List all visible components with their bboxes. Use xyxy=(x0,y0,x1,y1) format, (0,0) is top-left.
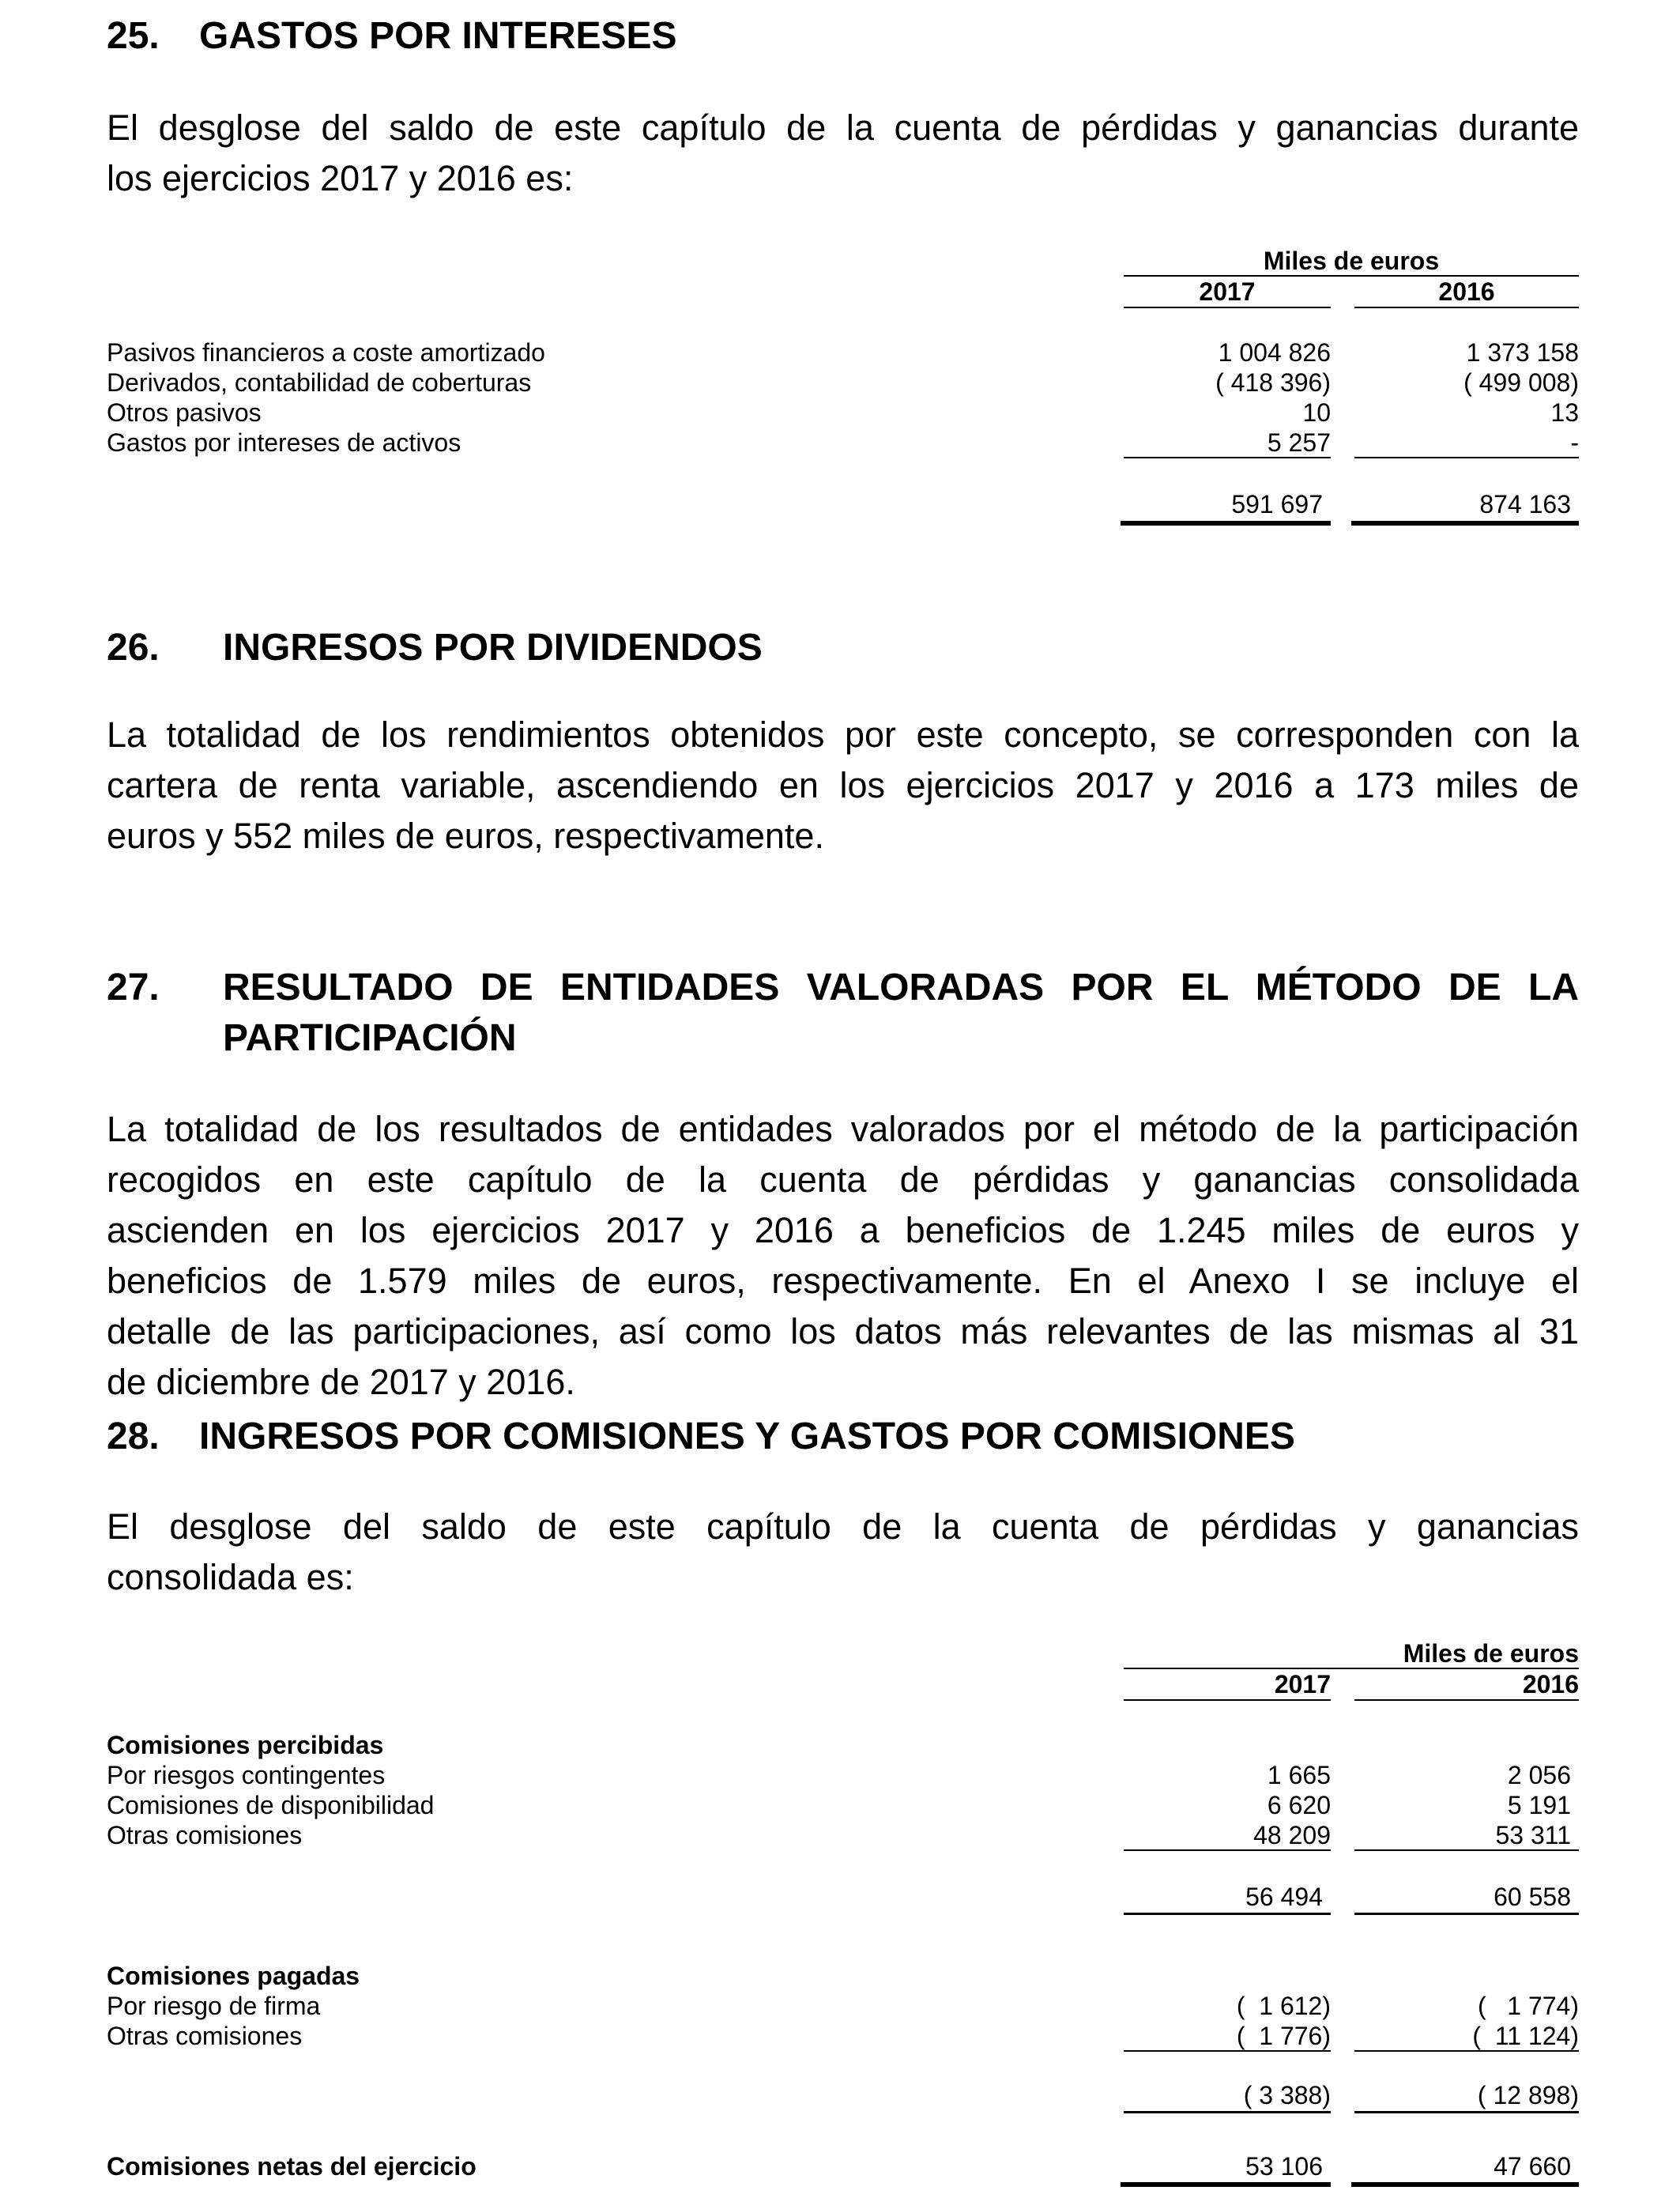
column-header-2016: 2016 xyxy=(1522,1670,1579,1698)
paragraph-line: de diciembre de 2017 y 2016. xyxy=(107,1362,575,1402)
paragraph-line: los ejercicios 2017 y 2016 es: xyxy=(107,158,574,198)
subtotal-2017: ( 3 388) xyxy=(1243,2081,1331,2109)
total-double-rule xyxy=(1121,521,1331,526)
paragraph xyxy=(107,710,1579,861)
subtotal-2016: ( 12 898) xyxy=(1477,2081,1579,2109)
value-2016: ( 1 774) xyxy=(1477,1992,1579,2020)
column-header-2017: 2017 xyxy=(1274,1670,1331,1698)
header-rule xyxy=(1124,307,1331,308)
section-number: 26. xyxy=(107,627,160,669)
unit-header: Miles de euros xyxy=(1263,247,1440,275)
net-2017: 53 106 xyxy=(1245,2152,1323,2181)
total-2017: 591 697 xyxy=(1231,490,1323,518)
net-double-rule xyxy=(1121,2182,1331,2187)
value-2017: 48 209 xyxy=(1253,1821,1331,1849)
value-2017: 1 004 826 xyxy=(1218,338,1331,367)
value-2017: ( 1 776) xyxy=(1236,2022,1331,2050)
value-2016: 2 056 xyxy=(1507,1761,1571,1789)
paragraph-line: ascienden en los ejercicios 2017 y 2016 a beneficios de 1.245 miles de euros y xyxy=(107,1210,1579,1250)
paragraph-line: cartera de renta variable, ascendiendo en los ejercicios 2017 y 2016 a 173 miles de xyxy=(107,765,1579,805)
column-header-2016: 2016 xyxy=(1438,277,1495,306)
header-rule xyxy=(1124,1699,1331,1701)
header-rule xyxy=(1354,1699,1579,1701)
subtotal-rule xyxy=(1354,2111,1579,2113)
sum-rule xyxy=(1124,2050,1331,2052)
row-label: Gastos por intereses de activos xyxy=(107,428,461,457)
paragraph-line: consolidada es: xyxy=(107,1557,354,1597)
group-heading: Comisiones percibidas xyxy=(107,1731,384,1759)
value-2016: 53 311 xyxy=(1495,1821,1571,1849)
value-2016: - xyxy=(1570,428,1579,457)
value-2017: 10 xyxy=(1302,398,1331,427)
row-label: Otras comisiones xyxy=(107,2022,303,2050)
value-2016: 5 191 xyxy=(1507,1791,1571,1819)
paragraph xyxy=(107,1502,1579,1603)
paragraph xyxy=(107,1104,1579,1408)
section-number: 27. xyxy=(107,967,160,1008)
row-label: Derivados, contabilidad de coberturas xyxy=(107,368,532,397)
paragraph-line: El desglose del saldo de este capítulo de la cuenta de pérdidas y ganancias durante xyxy=(107,107,1579,148)
row-label: Pasivos financieros a coste amortizado xyxy=(107,338,545,367)
subtotal-rule xyxy=(1124,1913,1331,1915)
section-title: INGRESOS POR DIVIDENDOS xyxy=(223,627,763,669)
section-number: 28. xyxy=(107,1416,160,1457)
value-2016: 13 xyxy=(1550,398,1579,427)
row-label: Otras comisiones xyxy=(107,1821,303,1849)
subtotal-rule xyxy=(1354,1913,1579,1915)
group-heading: Comisiones pagadas xyxy=(107,1962,360,1990)
sum-rule xyxy=(1124,1849,1331,1851)
row-label: Otros pasivos xyxy=(107,398,262,427)
net-label: Comisiones netas del ejercicio xyxy=(107,2152,477,2181)
paragraph xyxy=(107,103,1579,204)
section-title: RESULTADO DE ENTIDADES VALORADAS POR EL MÉTODO DE LA xyxy=(223,967,1579,1008)
value-2016: ( 11 124) xyxy=(1472,2022,1579,2050)
sum-rule xyxy=(1354,1849,1579,1851)
paragraph-line: El desglose del saldo de este capítulo de la cuenta de pérdidas y ganancias xyxy=(107,1506,1579,1547)
section-number: 25. xyxy=(107,15,160,57)
section-title: GASTOS POR INTERESES xyxy=(199,15,677,57)
paragraph-line: La totalidad de los rendimientos obtenidos por este concepto, se corresponden con la xyxy=(107,714,1579,755)
unit-header: Miles de euros xyxy=(1403,1639,1579,1668)
sum-rule xyxy=(1124,457,1331,458)
paragraph-line: recogidos en este capítulo de la cuenta de pérdidas y ganancias consolidada xyxy=(107,1159,1579,1200)
section-title-continued: PARTICIPACIÓN xyxy=(223,1017,517,1059)
column-header-2017: 2017 xyxy=(1199,277,1256,306)
value-2017: ( 418 396) xyxy=(1215,368,1331,397)
value-2017: 1 665 xyxy=(1267,1761,1331,1789)
row-label: Por riesgos contingentes xyxy=(107,1761,386,1789)
paragraph-line: detalle de las participaciones, así como los datos más relevantes de las mismas al 31 xyxy=(107,1311,1579,1351)
net-2016: 47 660 xyxy=(1494,2152,1571,2181)
subtotal-rule xyxy=(1124,2111,1331,2113)
value-2016: 1 373 158 xyxy=(1466,338,1579,367)
paragraph-line: beneficios de 1.579 miles de euros, respectivamente. En el Anexo I se incluye el xyxy=(107,1261,1579,1301)
section-title: INGRESOS POR COMISIONES Y GASTOS POR COMISIONES xyxy=(199,1416,1295,1457)
value-2016: ( 499 008) xyxy=(1463,368,1579,397)
net-double-rule xyxy=(1351,2182,1579,2187)
total-2016: 874 163 xyxy=(1479,490,1571,518)
subtotal-2017: 56 494 xyxy=(1245,1883,1323,1911)
value-2017: 6 620 xyxy=(1267,1791,1331,1819)
subtotal-2016: 60 558 xyxy=(1494,1883,1571,1911)
row-label: Por riesgo de firma xyxy=(107,1992,321,2020)
header-rule xyxy=(1354,307,1579,308)
paragraph-line: La totalidad de los resultados de entidades valorados por el método de la participación xyxy=(107,1109,1579,1149)
value-2017: 5 257 xyxy=(1267,428,1331,457)
paragraph-line: euros y 552 miles de euros, respectivamente. xyxy=(107,816,824,856)
row-label: Comisiones de disponibilidad xyxy=(107,1791,435,1819)
sum-rule xyxy=(1354,457,1579,458)
sum-rule xyxy=(1354,2050,1579,2052)
total-double-rule xyxy=(1351,521,1579,526)
value-2017: ( 1 612) xyxy=(1236,1992,1331,2020)
